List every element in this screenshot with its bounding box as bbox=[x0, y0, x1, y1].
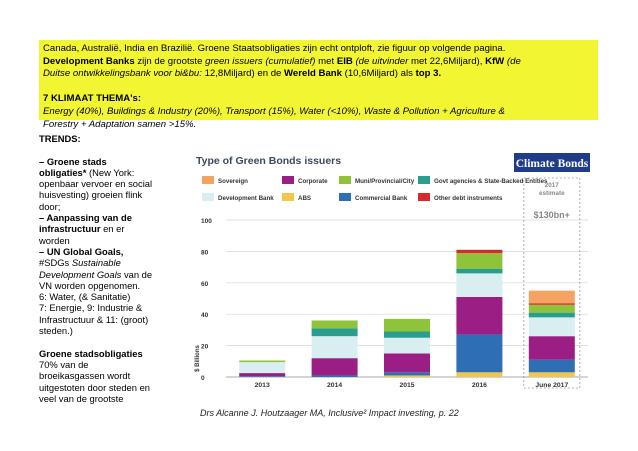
text-run: top 3. bbox=[415, 68, 442, 80]
y-tick-label: 40 bbox=[201, 312, 209, 320]
text-run: uitgestoten door steden en bbox=[39, 381, 151, 393]
legend-label: Sovereign bbox=[218, 178, 248, 185]
trends-line bbox=[39, 178, 181, 189]
bar-segment bbox=[239, 362, 285, 373]
trends-line bbox=[39, 156, 181, 167]
text-run: infrastructuur bbox=[39, 223, 101, 235]
text-run: 7: Energie, 9: Industrie & bbox=[39, 302, 143, 314]
legend-swatch bbox=[339, 176, 351, 184]
trends-line bbox=[39, 348, 181, 359]
citation-caption: Drs Alcanne J. Houtzaager MA, Inclusive² Impact investing, p. 22 bbox=[200, 408, 459, 418]
y-tick-label: 60 bbox=[201, 280, 209, 288]
text-run: Development Banks bbox=[43, 55, 135, 67]
text-run: Sustainable bbox=[71, 257, 121, 269]
legend-swatch bbox=[339, 193, 351, 201]
bar-segment bbox=[384, 375, 430, 377]
legend-label: Development Bank bbox=[218, 195, 274, 202]
text-run: door; bbox=[39, 200, 61, 212]
trends-line bbox=[39, 235, 181, 246]
climate-themes-line-2: Forestry + Adaptation samen >15%. bbox=[43, 118, 197, 130]
text-run: Development Goals bbox=[39, 268, 122, 280]
estimate-value: $130bn+ bbox=[533, 210, 570, 220]
text-run: 12,8Miljard) en de bbox=[201, 68, 285, 80]
x-tick-label: 2015 bbox=[399, 382, 415, 389]
trends-line bbox=[39, 393, 181, 404]
trends-line bbox=[39, 201, 181, 212]
text-run: green issuers (cumulatief) bbox=[205, 55, 316, 67]
text-run: zijn de grootste bbox=[134, 55, 206, 67]
trends-line bbox=[39, 280, 181, 291]
text-run: openbaar vervoer en social bbox=[39, 178, 153, 190]
x-tick-label: 2013 bbox=[254, 382, 270, 389]
trends-line bbox=[39, 212, 181, 223]
legend-swatch bbox=[418, 193, 430, 201]
trends-line bbox=[39, 167, 181, 178]
bar-segment bbox=[384, 372, 430, 375]
text-run: steden.) bbox=[39, 325, 73, 337]
trends-line bbox=[39, 382, 181, 393]
text-run: met 22,6Miljard), bbox=[408, 55, 486, 67]
text-run: Wereld Bank bbox=[284, 68, 342, 80]
trends-line bbox=[39, 291, 181, 302]
bar-segment bbox=[529, 303, 575, 305]
bar-segment bbox=[456, 250, 502, 253]
text-run: (de uitvinder bbox=[355, 55, 409, 67]
text-run: – Groene stads bbox=[39, 155, 107, 167]
text-run: Duitse ontwikkelingsbank voor bi&bu: bbox=[43, 68, 202, 80]
legend-label: Govt agencies & State-Backed Entities bbox=[434, 178, 548, 185]
bar-segment bbox=[456, 372, 502, 377]
legend-swatch bbox=[282, 176, 294, 184]
text-run: Infrastructuur & 11: (groot) bbox=[39, 313, 149, 325]
trends-line bbox=[39, 133, 181, 144]
legend-swatch bbox=[202, 176, 214, 184]
trends-line bbox=[39, 359, 181, 370]
text-run: 6: Water, (& Sanitatie) bbox=[39, 291, 131, 303]
text-run: – Aanpassing van de bbox=[39, 212, 132, 224]
climate-themes-heading: 7 KLIMAAT THEMA's: bbox=[43, 93, 142, 105]
text-run: KfW bbox=[485, 55, 505, 67]
text-run: (New York: bbox=[86, 166, 135, 178]
legend-label: Muni/Provincial/City bbox=[355, 178, 415, 185]
bar-segment bbox=[384, 331, 430, 337]
text-run: 70% van de bbox=[39, 358, 89, 370]
bar-segment bbox=[456, 253, 502, 269]
trends-line bbox=[39, 314, 181, 325]
climate-themes-line-1: Energy (40%), Buildings & Industry (20%), Transport (15%), Water (<10%), Waste & Pollution + Agriculture & bbox=[43, 105, 505, 117]
highlighted-intro bbox=[39, 40, 598, 130]
bar-segment bbox=[529, 372, 575, 377]
text-run: EIB bbox=[336, 55, 353, 67]
bar-segment bbox=[529, 360, 575, 373]
bar-segment bbox=[456, 269, 502, 274]
trends-line bbox=[39, 302, 181, 313]
chart-title: Type of Green Bonds issuers bbox=[196, 155, 342, 167]
trends-line bbox=[39, 223, 181, 234]
text-run: worden bbox=[39, 234, 70, 246]
x-tick-label: 2016 bbox=[471, 382, 487, 389]
bar-segment bbox=[529, 317, 575, 336]
logo-text: Climate Bonds bbox=[515, 158, 589, 170]
trends-line bbox=[39, 370, 181, 381]
trends-line bbox=[39, 257, 181, 268]
estimate-year: 2017 bbox=[544, 182, 559, 189]
bar-segment bbox=[239, 361, 285, 363]
trends-line bbox=[39, 336, 181, 347]
y-axis-label: $ Billions bbox=[195, 345, 201, 372]
trends-line bbox=[39, 246, 181, 257]
trends-line bbox=[39, 189, 181, 200]
text-run: Groene stadsobligaties bbox=[39, 347, 143, 359]
bar-segment bbox=[312, 358, 358, 375]
text-run: veel van de grootste bbox=[39, 392, 124, 404]
bar-segment bbox=[456, 335, 502, 373]
y-tick-label: 20 bbox=[201, 343, 209, 351]
text-run: van de bbox=[121, 268, 153, 280]
bar-segment bbox=[529, 336, 575, 360]
text-run: huisvesting) groeien flink bbox=[39, 189, 143, 201]
text-run: obligaties* bbox=[39, 166, 87, 178]
legend-swatch bbox=[418, 176, 430, 184]
legend-label: ABS bbox=[298, 195, 312, 202]
legend-swatch bbox=[202, 193, 214, 201]
x-tick-label: June 2017 bbox=[535, 382, 569, 389]
legend-label: Commercial Bank bbox=[355, 195, 408, 202]
bar-segment bbox=[312, 336, 358, 358]
bar-segment bbox=[384, 338, 430, 354]
y-tick-label: 80 bbox=[201, 249, 209, 257]
text-run: en er bbox=[100, 223, 125, 235]
text-run: #SDGs bbox=[39, 257, 72, 269]
bar-segment bbox=[239, 376, 285, 377]
estimate-label: estimate bbox=[539, 190, 565, 197]
text-run: (de bbox=[506, 55, 521, 67]
text-run: (10,6Miljard) als bbox=[341, 68, 416, 80]
bar-segment bbox=[456, 297, 502, 335]
intro-line-2 bbox=[43, 56, 594, 69]
legend-swatch bbox=[282, 193, 294, 201]
bar-segment bbox=[312, 328, 358, 336]
text-run: VN worden opgenomen. bbox=[39, 279, 141, 291]
text-run: TRENDS: bbox=[39, 133, 81, 144]
y-tick-label: 100 bbox=[201, 218, 212, 225]
legend-label: Corporate bbox=[298, 178, 328, 185]
bar-segment bbox=[312, 320, 358, 328]
y-tick-label: 0 bbox=[201, 375, 205, 382]
intro-line-1: Canada, Australië, India en Brazilië. Groene Staatsobligaties zijn echt ontploft, zie figuur op volgende pagina. bbox=[43, 43, 506, 54]
bar-segment bbox=[239, 373, 285, 376]
bar-segment bbox=[529, 291, 575, 304]
intro-line-3 bbox=[43, 68, 594, 81]
bar-segment bbox=[312, 375, 358, 377]
text-run: met bbox=[315, 55, 337, 67]
x-tick-label: 2014 bbox=[327, 382, 343, 389]
green-bonds-chart bbox=[192, 150, 594, 400]
bar-segment bbox=[384, 319, 430, 332]
trends-column bbox=[39, 133, 181, 404]
text-run: broeikasgassen wordt bbox=[39, 370, 131, 382]
legend-label: Other debt instruments bbox=[434, 195, 503, 202]
bar-segment bbox=[456, 273, 502, 297]
trends-line bbox=[39, 325, 181, 336]
bar-segment bbox=[384, 353, 430, 372]
bar-segment bbox=[529, 313, 575, 318]
green-bonds-chart-svg bbox=[192, 150, 594, 400]
text-run: – UN Global Goals, bbox=[39, 245, 124, 257]
bar-segment bbox=[529, 305, 575, 313]
trends-line bbox=[39, 144, 181, 155]
trends-line bbox=[39, 269, 181, 280]
